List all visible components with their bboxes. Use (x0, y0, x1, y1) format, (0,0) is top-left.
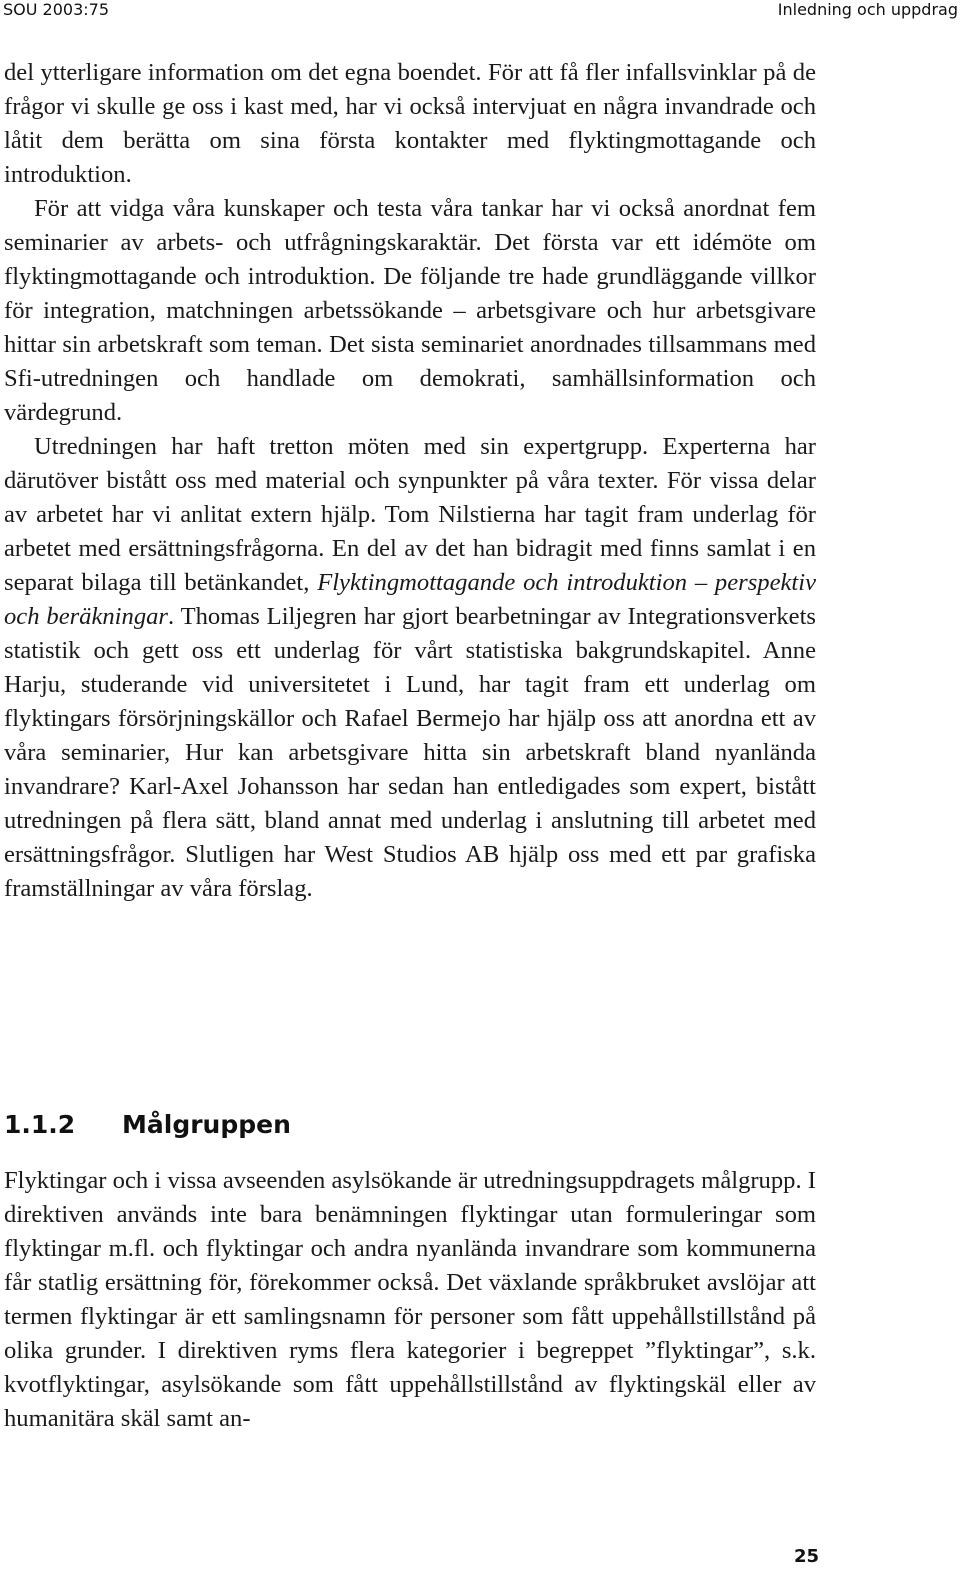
paragraph: Flyktingar och i vissa avseenden asylsökande är utredningsuppdragets målgrupp. I direktiven används inte bara benämningen flyktingar utan formuleringar som flyktingar m.fl. och flyktingar och andra nyanlända invandrare som kommunerna får statlig ersättning för, förekommer också. Det växlande språkbruket avslöjar att termen flyktingar är ett samlingsnamn för personer som fått uppehållstillstånd på olika grunder. I direktiven ryms flera kategorier i begreppet ”flyktingar”, s.k. kvotflyktingar, asylsökande som fått uppehållstillstånd av flyktingskäl eller av humanitära skäl samt an- (4, 1167, 816, 1432)
section-number: 1.1.2 (4, 1110, 76, 1139)
paragraph-text: Utredningen har haft tretton möten med sin expertgrupp. Experterna har därutöver bistått oss med material och synpunkter på våra texter. För vissa delar av arbetet har vi anlitat extern hjälp. Tom Nilstierna har tagit fram underlag för arbetet med ersättningsfrågorna. En del av det han bidragit med finns samlat i en separat bilaga till betänkandet, (4, 433, 816, 596)
page-header (0, 0, 960, 24)
paragraph: del ytterligare information om det egna boendet. För att få fler infallsvinklar på de frågor vi skulle ge oss i kast med, har vi också intervjuat en några invandrade och låtit dem berätta om sina första kontakter med flyktingmottagande och introduktion. (4, 59, 816, 188)
paragraph-text: . Thomas Liljegren har gjort bearbetningar av Integrationsverkets statistik och gett oss ett underlag för vårt statistiska bakgrundskapitel. Anne Harju, studerande vid universitetet i Lund, har tagit fram ett underlag om flyktingars försörjningskällor och Rafael Bermejo har hjälp oss att anordna ett av våra seminarier, Hur kan arbetsgivare hitta sin arbetskraft bland nyanlända invandrare? Karl-Axel Johansson har sedan han entledigades som expert, bistått utredningen på flera sätt, bland annat med underlag i anslutning till arbetet med ersättningsfrågor. Slutligen har West Studios AB hjälp oss med ett par grafiska framställningar av våra förslag. (4, 603, 816, 902)
section-title: Målgruppen (122, 1110, 291, 1139)
paragraph (4, 430, 816, 906)
chapter-title: Inledning och uppdrag (777, 0, 958, 19)
report-title: Flyktingmottagande och introduktion – perspektiv och beräkningar (4, 569, 816, 630)
paragraph: För att vidga våra kunskaper och testa våra tankar har vi också anordnat fem seminarier av arbets- och utfrågningskaraktär. Det första var ett idémöte om flyktingmottagande och introduktion. De följande tre hade grundläggande villkor för integration, matchningen arbetssökande – arbetsgivare och hur arbetsgivare hittar sin arbetskraft som teman. Det sista seminariet anordnades tillsammans med Sfi-utredningen och handlade om demokrati, samhällsinformation och värdegrund. (4, 195, 816, 426)
main-text (4, 56, 816, 906)
section-heading (4, 1108, 291, 1142)
section-text (4, 1164, 816, 1436)
document-reference: SOU 2003:75 (3, 0, 110, 19)
page-number: 25 (793, 1546, 819, 1567)
